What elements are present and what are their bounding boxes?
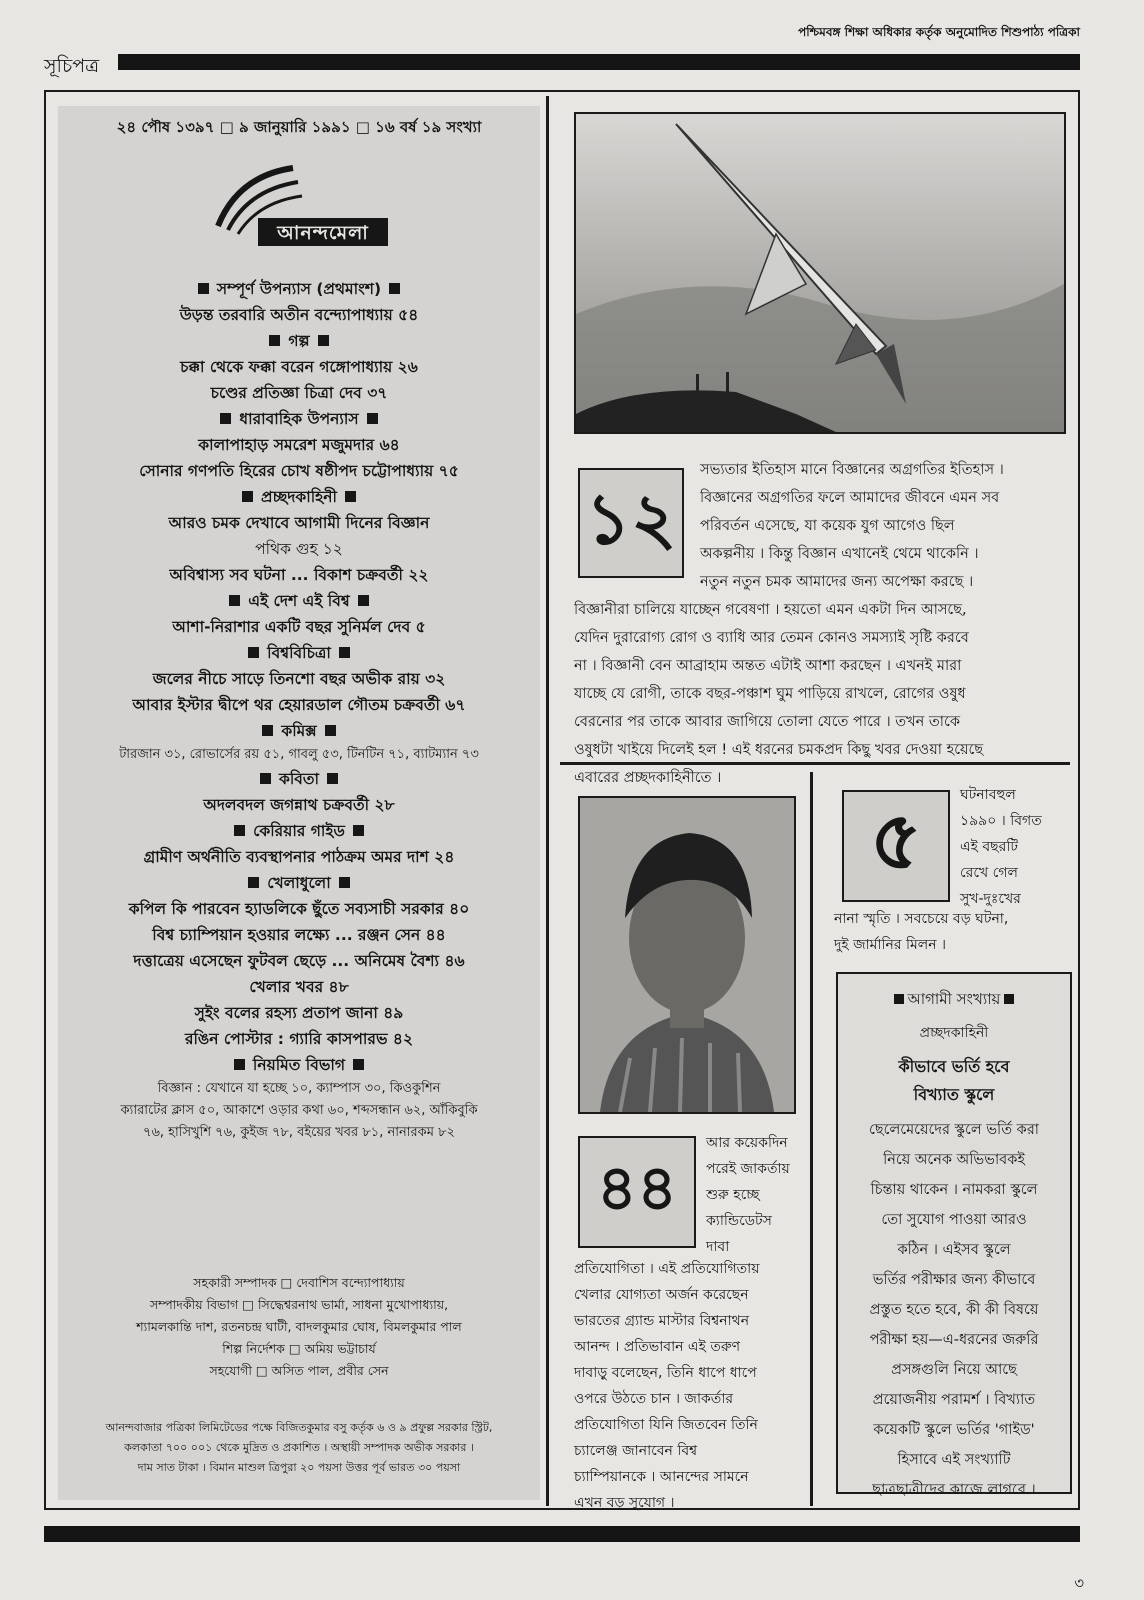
text-line: এখন বড় সুযোগ । [574, 1495, 675, 1511]
contents-entry: চক্কা থেকে ফক্কা বরেন গঙ্গোপাধ্যায় ২৬ [180, 358, 418, 376]
square-bullet-icon [234, 825, 245, 836]
imprint-line: কলকাতা ৭০০ ০০১ থেকে মুদ্রিত ও প্রকাশিত । অস্থায়ী সম্পাদক অভীক সরকার । [124, 1441, 474, 1454]
imprint-line: দাম সাত টাকা । বিমান মাশুল ত্রিপুরা ২০ পয়সা উত্তর পূর্ব ভারত ৩০ পয়সা [137, 1461, 461, 1474]
contents-entry: অবিশ্বাস্য সব ঘটনা ... বিকাশ চক্রবর্তী ২২ [169, 566, 429, 584]
next-issue-subtitle: প্রচ্ছদকাহিনী [919, 1025, 989, 1041]
text-line: প্রয়োজনীয় পরামর্শ । বিখ্যাত [872, 1392, 1036, 1408]
feature-44-intro [706, 1130, 806, 1260]
page-number: ৩ [1074, 1574, 1084, 1592]
contents-entry: রঙিন পোস্টার : গ্যারি কাসপারভ ৪২ [184, 1030, 414, 1048]
contents-entry: উড়ন্ত তরবারি অতীন বন্দ্যোপাধ্যায় ৫৪ [179, 306, 419, 324]
contents-entry: চণ্ডের প্রতিজ্ঞা চিত্রা দেব ৩৭ [210, 384, 388, 402]
approval-note: পশ্চিমবঙ্গ শিক্ষা অধিকার কর্তৃক অনুমোদিত শিশুপাঠ্য পত্রিকা [798, 25, 1080, 39]
contents-entry: গ্রামীণ অর্থনীতি ব্যবস্থাপনার পাঠক্রম অমর দাশ ২৪ [143, 848, 455, 866]
next-issue-box [836, 972, 1072, 1498]
text-line: শুরু হচ্ছে [706, 1187, 760, 1203]
staff-line: সহযোগী □ অসিত পাল, প্রবীর সেন [209, 1363, 389, 1378]
square-bullet-icon [262, 725, 273, 736]
contents-entry: আরও চমক দেখাবে আগামী দিনের বিজ্ঞান [168, 514, 430, 532]
imprint-line: আনন্দবাজার পত্রিকা লিমিটেডের পক্ষে বিজিতকুমার বসু কর্তৃক ৬ ও ৯ প্রফুল্ল সরকার স্ট্রিট, [105, 1421, 493, 1434]
text-line: ছাত্রছাত্রীদের কাজে লাগবে । [872, 1482, 1036, 1498]
text-line: যেদিন দুরারোগ্য রোগ ও ব্যাধি আর তেমন কোনও সমস্যাই সৃষ্টি করবে [574, 630, 969, 646]
square-bullet-icon [198, 283, 209, 294]
square-bullet-icon [367, 413, 378, 424]
contents-entry: দত্তাত্রেয় এসেছেন ফুটবল ছেড়ে ... অনিমেষ বৈশ্য ৪৬ [133, 952, 465, 970]
contents-entry: কপিল কি পারবেন হ্যাডলিকে ছুঁতে সব্যসাচী সরকার ৪০ [128, 900, 470, 918]
feature-number: ৫ [870, 793, 922, 887]
publisher-imprint [68, 1418, 530, 1478]
contents-entry: সুইং বলের রহস্য প্রতাপ জানা ৪৯ [194, 1004, 404, 1022]
text-line: কয়েকটি স্কুলে ভর্তির 'গাইড' [873, 1422, 1035, 1438]
text-line: অকল্পনীয় । কিন্তু বিজ্ঞান এখানেই থেমে থাকেনি । [700, 546, 979, 562]
issue-line: ২৪ পৌষ ১৩৯৭ □ ৯ জানুয়ারি ১৯৯১ □ ১৬ বর্ষ ১৯ সংখ্যা [116, 118, 482, 136]
text-line: ওপরে উঠতে চান । জাকর্তার [574, 1391, 734, 1407]
text-line: সুখ-দুঃখের [960, 891, 1021, 907]
feature-number-box [578, 1136, 696, 1248]
text-line: বিজ্ঞানীরা চালিয়ে যাচ্ছেন গবেষণা । হয়তো এমন একটা দিন আসছে, [574, 602, 967, 618]
contents-entry: খেলার খবর ৪৮ [249, 978, 349, 996]
text-line: আর কয়েকদিন [706, 1135, 788, 1151]
text-line: চ্যালেঞ্জ জানাবেন বিশ্ব [574, 1443, 698, 1459]
rocket-icon [576, 114, 1064, 432]
text-line: চিন্তায় থাকেন । নামকরা স্কুলে [870, 1182, 1038, 1198]
staff-line: শিল্প নির্দেশক □ অমিয় ভট্টাচার্য [222, 1341, 376, 1356]
text-line: কঠিন । এইসব স্কুলে [897, 1242, 1011, 1258]
header-bar [118, 54, 1080, 70]
text-line: পরেই জাকর্তায় [706, 1161, 790, 1177]
text-line: পরীক্ষা হয়—এ-ধরনের জরুরি [869, 1332, 1039, 1348]
feature-12-body [574, 596, 1072, 792]
contents-entry: ক্যারাটের ক্লাস ৫০, আকাশে ওড়ার কথা ৬০, শব্দসন্ধান ৬২, আঁকিবুকি [120, 1103, 478, 1118]
text-line: আনন্দ । প্রতিভাবান এই তরুণ [574, 1339, 741, 1355]
next-issue-body [848, 1115, 1060, 1505]
contents-list [68, 276, 530, 1144]
section-heading: এই দেশ এই বিশ্ব [68, 588, 530, 614]
section-heading: গল্প [68, 328, 530, 354]
contents-entry: টারজান ৩১, রোভার্সের রয় ৫১, গাবলু ৫৩, টিনটিন ৭১, ব্যাটম্যান ৭৩ [119, 747, 479, 762]
contents-entry: আবার ইস্টার দ্বীপে থর হেয়ারডাল গৌতম চক্রবর্তী ৬৭ [132, 696, 466, 714]
square-bullet-icon [389, 283, 400, 294]
text-line: দাবা [706, 1239, 730, 1255]
portrait-icon [580, 798, 794, 1112]
section-heading: কেরিয়ার গাইড [68, 818, 530, 844]
text-line: প্রস্তুত হতে হবে, কী কী বিষয়ে [869, 1302, 1039, 1318]
text-line: খেলার যোগ্যতা অর্জন করেছেন [574, 1287, 749, 1303]
feature-5-intro [960, 782, 1074, 912]
section-heading: খেলাধুলো [68, 870, 530, 896]
section-heading: প্রচ্ছদকাহিনী [68, 484, 530, 510]
square-bullet-icon [339, 647, 350, 658]
square-bullet-icon [318, 335, 329, 346]
feature-number: ৪৪ [596, 1150, 678, 1224]
text-line: পরিবর্তন এসেছে, যা কয়েক যুগ আগেও ছিল [700, 518, 955, 534]
column-divider [546, 96, 549, 1506]
next-issue-title: আগামী সংখ্যায় [838, 988, 1070, 1013]
feature-number: ১২ [585, 476, 677, 560]
section-heading: কবিতা [68, 766, 530, 792]
contents-entry: পথিক গুহ ১২ [255, 540, 343, 558]
text-line: ক্যান্ডিডেটস [706, 1213, 772, 1229]
contents-entry: সোনার গণপতি হিরের চোখ ষষ্ঠীপদ চট্টোপাধ্যায় ৭৫ [139, 462, 459, 480]
text-line: ঘটনাবহুল [960, 787, 1016, 803]
text-line: সভ্যতার ইতিহাস মানে বিজ্ঞানের অগ্রগতির ইতিহাস । [700, 462, 1004, 478]
logo-text: আনন্দমেলা [277, 222, 369, 244]
feature-12-intro [700, 456, 1072, 596]
feature-number-box [578, 468, 684, 578]
text-line: তো সুযোগ পাওয়া আরও [881, 1212, 1027, 1228]
text-line: হিসাবে এই সংখ্যাটি [897, 1452, 1011, 1468]
text-line: বেরনোর পর তাকে আবার জাগিয়ে তোলা যেতে পারে । তখন তাকে [574, 714, 960, 730]
section-label: সূচিপত্র [44, 55, 100, 77]
text-line: ভর্তির পরীক্ষার জন্য কীভাবে [872, 1272, 1036, 1288]
contents-entry: কালাপাহাড় সমরেশ মজুমদার ৬৪ [198, 436, 400, 454]
column-divider-lower [810, 772, 813, 1506]
square-bullet-icon [325, 725, 336, 736]
text-line: ভারতের গ্র্যান্ড মাস্টার বিশ্বনাথন [574, 1313, 750, 1329]
text-line: এবারের প্রচ্ছদকাহিনীতে । [574, 770, 722, 786]
player-photo [578, 796, 796, 1114]
staff-line: শ্যামলকান্তি দাশ, রতনচন্দ্র ঘাটী, বাদলকুমার ঘোষ, বিমলকুমার পাল [136, 1319, 462, 1334]
staff-line: সম্পাদকীয় বিভাগ □ সিদ্ধেশ্বরনাথ ভার্মা, সাধনা মুখোপাধ্যায়, [149, 1297, 449, 1312]
editorial-staff [68, 1272, 530, 1382]
text-line: বিজ্ঞানের অগ্রগতির ফলে আমাদের জীবনে এমন সব [700, 490, 1000, 506]
square-bullet-icon [327, 773, 338, 784]
text-line: চ্যাম্পিয়ানকে । আনন্দের সামনে [574, 1469, 749, 1485]
headline-line: কীভাবে ভর্তি হবে [898, 1057, 1010, 1076]
contents-entry: বিশ্ব চ্যাম্পিয়ান হওয়ার লক্ষ্যে ... রঞ্জন সেন ৪৪ [152, 926, 446, 944]
square-bullet-icon [339, 877, 350, 888]
contents-entry: জলের নীচে সাড়ে তিনশো বছর অভীক রায় ৩২ [152, 670, 446, 688]
text-line: ১৯৯০ । বিগত [960, 813, 1042, 829]
text-line: রেখে গেল [960, 865, 1018, 881]
text-line: এই বছরটি [960, 839, 1018, 855]
contents-entry: বিজ্ঞান : যেখানে যা হচ্ছে ১০, ক্যাম্পাস ৩০, কিওকুশিন [157, 1081, 441, 1096]
section-heading: কমিক্স [68, 718, 530, 744]
contents-panel [58, 106, 540, 1500]
contents-entry: আশা-নিরাশার একটি বছর সুনির্মল দেব ৫ [172, 618, 426, 636]
square-bullet-icon [358, 595, 369, 606]
square-bullet-icon [269, 335, 280, 346]
text-line: ছেলেমেয়েদের স্কুলে ভর্তি করা [868, 1122, 1040, 1138]
text-line: ওষুধটা খাইয়ে দিলেই হল ! এই ধরনের চমকপ্রদ কিছু খবর দেওয়া হয়েছে [574, 742, 984, 758]
rocket-photo [574, 112, 1066, 434]
square-bullet-icon [260, 773, 271, 784]
text-line: নিয়ে অনেক অভিভাবকই [883, 1152, 1025, 1168]
contents-entry: অদলবদল জগন্নাথ চক্রবর্তী ২৮ [203, 796, 395, 814]
next-issue-headline [850, 1053, 1058, 1109]
square-bullet-icon [229, 595, 240, 606]
staff-line: সহকারী সম্পাদক □ দেবাশিস বন্দ্যোপাধ্যায় [193, 1275, 405, 1290]
text-line: নতুন নতুন চমক আমাদের জন্য অপেক্ষা করছে । [700, 574, 974, 590]
feature-44-body [574, 1256, 804, 1516]
section-heading: ধারাবাহিক উপন্যাস [68, 406, 530, 432]
headline-line: বিখ্যাত স্কুলে [913, 1085, 995, 1104]
feature-number-box [842, 790, 950, 902]
square-bullet-icon [220, 413, 231, 424]
square-bullet-icon [234, 1059, 245, 1070]
footer-bar [44, 1526, 1080, 1542]
text-line: প্রতিযোগিতা । এই প্রতিযোগিতায় [574, 1261, 760, 1277]
square-bullet-icon [353, 1059, 364, 1070]
square-bullet-icon [353, 825, 364, 836]
text-line: না । বিজ্ঞানী বেন আব্রাহাম অন্তত এটাই আশা করছেন । এখনই মারা [574, 658, 962, 674]
text-line: দুই জার্মানির মিলন । [834, 937, 947, 953]
contents-entry: ৭৬, হাসিখুশি ৭৬, কুইজ ৭৮, বইয়ের খবর ৮১, নানারকম ৮২ [143, 1125, 455, 1140]
text-line: যাচ্ছে যে রোগী, তাকে বছর-পঞ্চাশ ঘুম পাড়িয়ে রাখলে, রোগের ওষুধ [574, 686, 966, 702]
square-bullet-icon [242, 491, 253, 502]
section-heading: নিয়মিত বিভাগ [68, 1052, 530, 1078]
section-heading: বিশ্ববিচিত্রা [68, 640, 530, 666]
section-heading: সম্পূর্ণ উপন্যাস (প্রথমাংশ) [68, 276, 530, 302]
text-line: প্রসঙ্গগুলি নিয়ে আছে [891, 1362, 1017, 1378]
square-bullet-icon [345, 491, 356, 502]
text-line: প্রতিযোগিতা যিনি জিতবেন তিনি [574, 1417, 758, 1433]
square-bullet-icon [248, 647, 259, 658]
text-line: নানা স্মৃতি । সবচেয়ে বড় ঘটনা, [834, 911, 1009, 927]
square-bullet-icon [248, 877, 259, 888]
text-line: দাবাড়ু বলেছেন, তিনি ধাপে ধাপে [574, 1365, 757, 1381]
feature-5-body [834, 906, 1074, 958]
